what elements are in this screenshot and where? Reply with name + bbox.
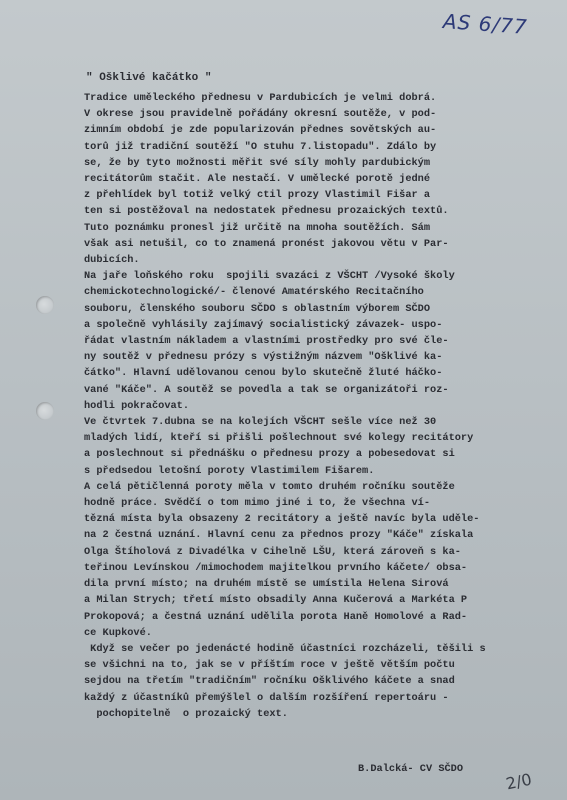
body-line: z přehlídek byl totiž velký ctil prozy Vlastimil Fišar a [84,189,431,202]
body-line: Když se večer po jedenácté hodině účastníci rozcházeli, těšili s [84,642,486,655]
body-line: však asi netušil, co to znamená pronést jakovou větu v Par- [84,237,449,250]
document-body [84,90,554,722]
body-line: čátko". Hlavní udělovanou cenou bylo skutečně žluté háčko- [84,367,443,380]
body-line: hodli pokračovat. [84,399,190,412]
body-line: Tradice uměleckého přednesu v Pardubicích je velmi dobrá. [84,92,437,104]
body-line: sejdou na třetím "tradičním" ročníku Ošklivého káčete a snad [84,675,455,688]
punch-hole [36,296,54,314]
body-line: ny soutěž v přednesu prózy s výstižným názvem "Ošklivé ka- [84,351,443,364]
body-line: na 2 čestná uznání. Hlavní cenu za přednos prozy "Káče" získala [84,529,474,542]
body-line: Tuto poznámku pronesl již určitě na mnoha soutěžích. Sám [84,221,431,234]
body-line: ten si postěžoval na nedostatek přednesu prozaických textů. [84,205,449,218]
body-line: Olga Štíholová z Divadélka v Cihelně LŠU, která zároveň s ka- [84,545,461,558]
body-line: dila první místo; na druhém místě se umístila Helena Sirová [84,578,449,591]
body-line: se všichni na to, jak se v příštím roce v ještě větším počtu [84,659,455,672]
archive-code: AS 6/77 [442,9,529,39]
body-line: řádat vlastním nákladem a vlastními prostředky pro své čle- [84,335,449,348]
body-line: s předsedou letošní poroty Vlastimilem Fišarem. [84,464,375,477]
body-line: pochopitelně o prozaický text. [84,707,288,720]
body-line: a společně vyhlásily zajímavý socialistický závazek- uspo- [84,318,443,331]
body-line: a poslechnout si přednášku o přednesu prozy a pobesedovat si [84,448,455,461]
body-line: ce Kupkové. [84,626,152,639]
body-line: A celá pětičlenná poroty měla v tomto druhém ročníku soutěže [84,480,455,493]
body-line: tězná místa byla obsazeny 2 recitátory a ještě navíc byla uděle- [84,513,480,526]
signature: B.Dalcká- CV SČDO [358,763,464,775]
body-line: dubicích. [84,254,140,267]
body-line: hodně práce. Svědčí o tom mimo jiné i to, že všechna ví- [84,497,431,510]
body-line: recitátorům stačit. Ale nestačí. V umělecké porotě jedné [84,173,431,186]
body-line: souboru, členského souboru SČDO s oblastním výborem SČDO [84,302,431,315]
body-line: Prokopová; a čestná uznání udělila porota Haně Homolové a Rad- [84,610,468,623]
body-line: mladých lidí, kteří si přišli pošlechnout své kolegy recitátory [84,432,474,445]
punch-hole [36,402,54,420]
body-line: chemickotechnologické/- členové Amatérského Recitačního [84,286,424,299]
page-mark: 2/0 [504,769,534,794]
body-line: vané "Káče". A soutěž se povedla a tak se organizátoři roz- [84,383,449,396]
body-line: V okrese jsou pravidelně pořádány okresní soutěže, v pod- [84,108,437,121]
document-title: " Ošklivé kačátko " [86,72,212,84]
body-line: zimním období je zde popularizován přednes sovětských au- [84,124,437,137]
body-line: teřinou Levínskou /mimochodem majitelkou prvního káčete/ obsa- [84,561,468,574]
body-line: Ve čtvrtek 7.dubna se na kolejích VŠCHT sešle více než 30 [84,416,437,429]
body-line: Na jaře loňského roku spojili svazáci z VŠCHT /Vysoké školy [84,270,455,283]
body-line: každý z účastníků přemýšlel o dalším rozšíření repertoáru - [84,691,449,704]
body-line: a Milan Strych; třetí místo obsadily Anna Kučerová a Markéta P [84,594,468,607]
body-line: se, že by tyto možnosti měřit své síly mohly pardubickým [84,156,431,169]
body-line: torů již tradiční soutěží "O stuhu 7.listopadu". Zdálo by [84,140,437,153]
